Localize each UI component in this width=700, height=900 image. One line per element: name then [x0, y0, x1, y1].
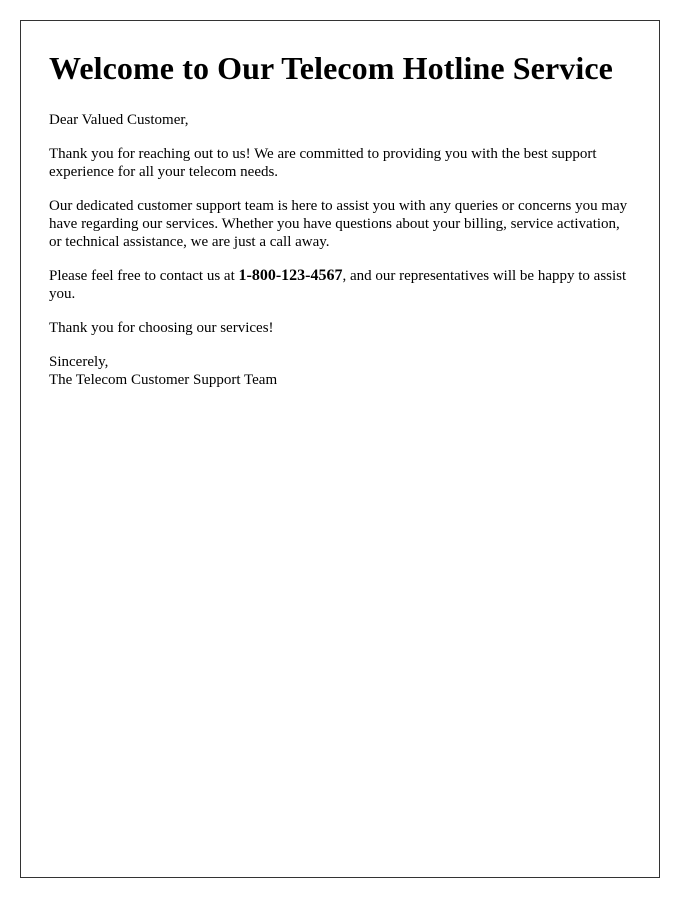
signature-block — [49, 353, 631, 389]
letter-frame — [20, 20, 660, 878]
paragraph-support-team: Our dedicated customer support team is here to assist you with any queries or concerns you may have regarding our services. Whether you have questions about your billing, service activation, or technical assistance, we are just a call away. — [49, 198, 628, 250]
paragraph-contact — [49, 267, 631, 303]
paragraph-intro: Thank you for reaching out to us! We are committed to providing you with the best support experience for all your telecom needs. — [49, 146, 597, 180]
contact-text-after: , and our representatives will be happy to assist you. — [49, 268, 627, 302]
paragraph-thanks: Thank you for choosing our services! — [49, 320, 274, 336]
signature: The Telecom Customer Support Team — [49, 372, 278, 388]
phone-number: 1-800-123-4567 — [238, 267, 343, 284]
contact-text-before: Please feel free to contact us at — [49, 268, 239, 284]
closing: Sincerely, — [49, 354, 109, 370]
greeting: Dear Valued Customer, — [49, 112, 189, 128]
letter-title: Welcome to Our Telecom Hotline Service — [49, 50, 613, 86]
